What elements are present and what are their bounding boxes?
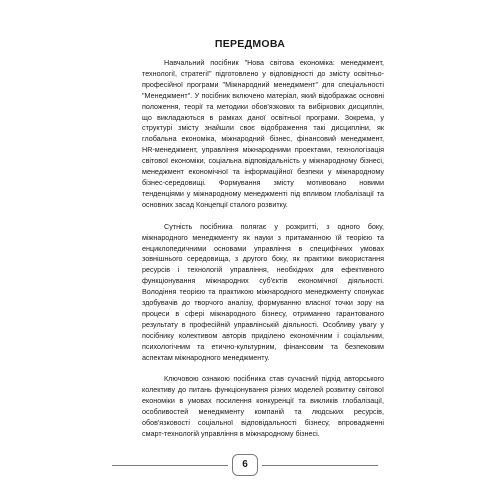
footer-divider-right	[262, 465, 378, 466]
paragraph-1: Навчальний посібник "Нова світова економіка: менеджмент, технології, стратегії" підготовлено у відповідності до змісту освітньо-професійної програми "Міжнародний менеджмент" для спеціальності "Менеджмент". У посібник включено матеріал, який відображає основні положення, теорії та методики обов'язкових та вибіркових дисциплін, що викладаються в рамках даної освітньої програми. Зокрема, у структурі змісту знайшли своє відображення такі дисципліни, як глобальна економіка, міжнародний бізнес, фінансовий менеджмент, HR-менеджмент, управління міжнародними проектами, технологізація світової економіки, соціальна відповідальність у міжнародному бізнесі, менеджмент економічної та інформаційної безпеки у міжнародному бізнес-середовищі. Формування змісту мотивовано новими тенденціями у міжнародному менеджменті під впливом глобалізації та основних засад Концепції сталого розвитку.	[142, 58, 384, 209]
paragraph-2: Сутність посібника полягає у розкритті, з одного боку, міжнародного менеджменту як науки з притаманною їй теорією та енциклопедичними основами управління в специфічних умовах зовнішнього середовища, з другого боку, як практики використання ресурсів і технологій управління, необхідних для ефективного функціонування міжнародних суб'єктів економічної діяльності. Володіння теорією та практикою міжнародного менеджменту спонукає здобувачів до творчого аналізу, формуванню власної точки зору на процеси в сфері міжнародного бізнесу, отриманню гарантованого результату в професійній управлінській діяльності. Особливу увагу у посібнику колективом авторів приділено економічним і соціальним, психологічним та етично-культурним, фінансовим та безпековим аспектам міжнародного менеджменту.	[142, 221, 384, 362]
paragraph-3: Ключовою ознакою посібника став сучасний підхід авторського колективу до питань функціонування різних моделей розвитку світової економіки в умовах посилення конкуренції та викликів глобалізації, особливостей менеджменту компаній та людських ресурсів, обов'язковості соціальної відповідальності бізнесу, впровадженні смарт-технологій управління в міжнародному бізнесі.	[142, 374, 384, 438]
page-number: 6	[232, 454, 258, 476]
body-text	[142, 58, 384, 440]
footer-divider-left	[112, 465, 228, 466]
page-title: ПЕРЕДМОВА	[214, 38, 286, 50]
